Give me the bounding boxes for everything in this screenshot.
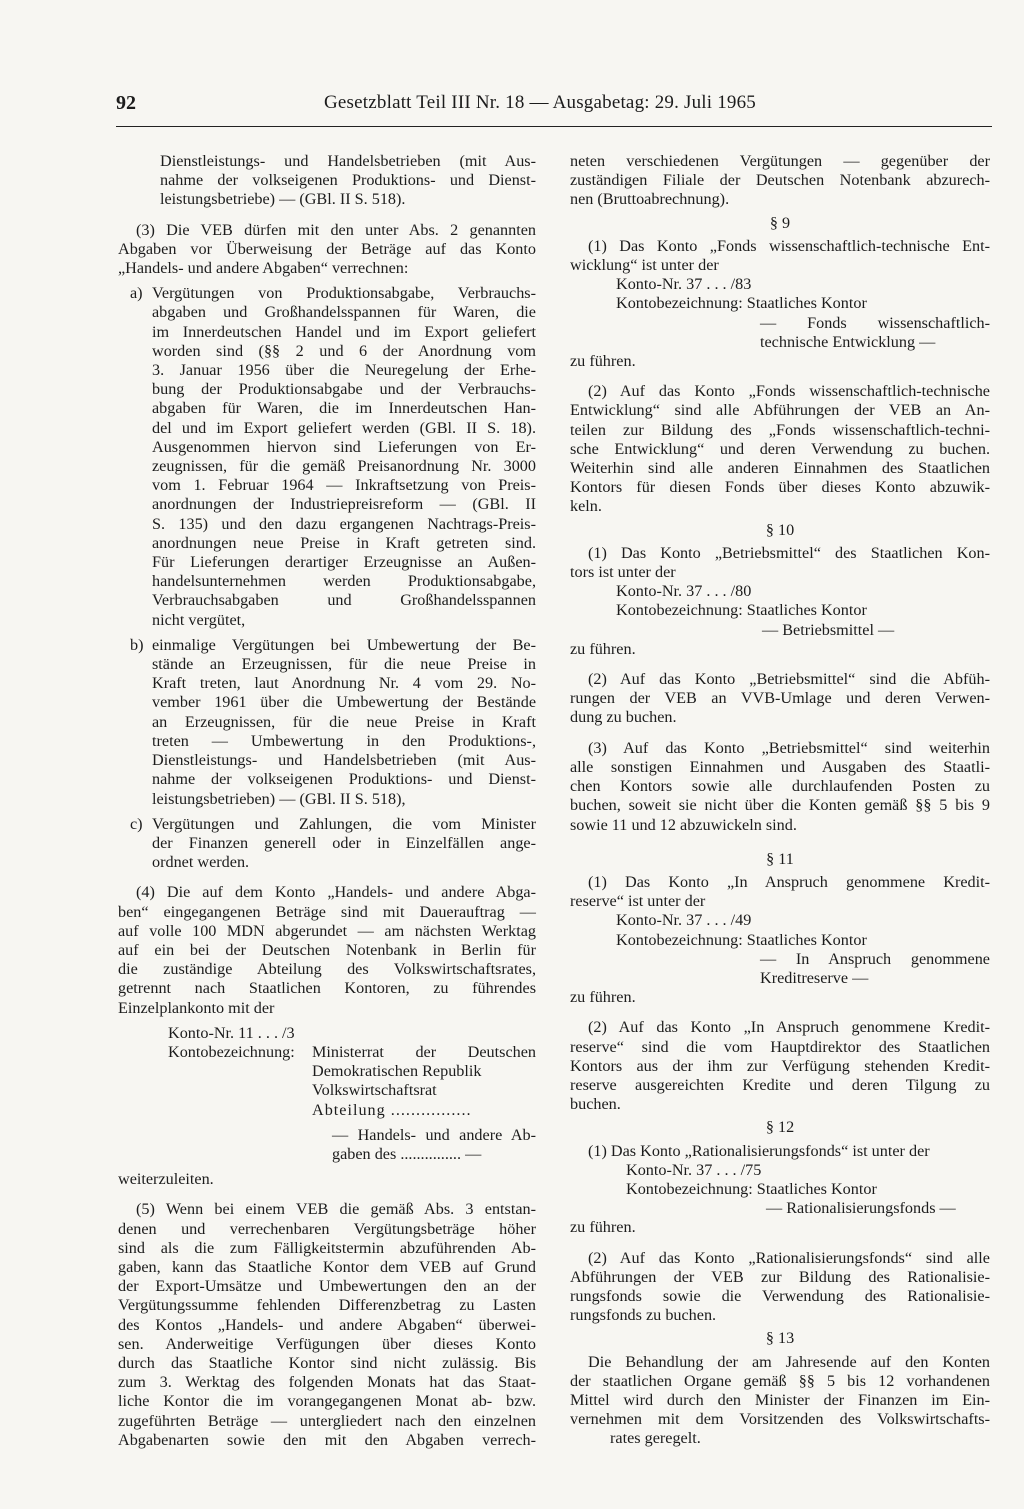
text-line: rates geregelt.: [610, 1429, 701, 1448]
list-item-c: [118, 815, 536, 873]
text-line: sind als die zum Fälligkeitstermin abzuführenden Ab-: [118, 1238, 536, 1257]
paragraph-3: [118, 221, 536, 279]
list-item-text: [148, 636, 536, 809]
text-line: neten verschiedenen Vergütungen — gegenüber der: [570, 152, 990, 170]
text-line: chen Kontors sowie alle durchlaufenden Posten zu: [570, 777, 990, 796]
section-heading: § 11: [766, 849, 794, 868]
text-line: leistungsbetriebe) — (GBl. II S. 518).: [160, 190, 406, 209]
text-line: vernehmen mit dem Vorsitzenden des Volkswirtschafts-: [570, 1410, 990, 1429]
text-line: alle sonstigen Einnahmen und Ausgaben des Staatli-: [570, 757, 990, 776]
section-heading: § 10: [765, 520, 795, 539]
text-line: leistungsbetrieben) — (GBl. II S. 518),: [152, 789, 406, 808]
text-line: des Kontos „Handels- und andere Abgaben“ überwei-: [118, 1315, 536, 1334]
text-line: (2) Auf das Konto „Betriebsmittel“ sind die Abfüh-: [588, 670, 990, 689]
text-line: Die Behandlung der am Jahresende auf den Konten: [588, 1352, 990, 1371]
page-header: [116, 92, 992, 127]
text-line: zu führen.: [570, 639, 636, 658]
text-line: Abgaben vor Überweisung der Beträge auf das Konto: [118, 239, 536, 258]
text-line: nahme der volkseigenen Produktions- und Dienst-: [152, 770, 536, 789]
text-line: S. 135) und den dazu ergangenen Nachtrags-Preis-: [152, 514, 536, 533]
text-line: reserve“ sind die vom Hauptdirektor des Staatlichen: [570, 1037, 990, 1056]
text-line: zugeführten Beträge — untergliedert nach den einzelnen: [118, 1411, 536, 1430]
text-line: handelsunternehmen werden Produktionsabgabe,: [152, 572, 536, 591]
text-line: (5) Wenn bei einem VEB die gemäß Abs. 3 entstan-: [136, 1200, 536, 1219]
text-line: rungsfonds sowie die Verwendung des Rationalisie-: [570, 1286, 990, 1305]
text-line: (4) Die auf dem Konto „Handels- und andere Abga-: [136, 883, 536, 902]
text-line: nicht vergütet,: [152, 610, 246, 629]
text-line: auf ein bei der Deutschen Notenbank in Berlin für: [118, 940, 536, 959]
page-number: 92: [116, 92, 136, 114]
text-line: Ministerrat der Deutschen: [312, 1042, 536, 1061]
text-line: — Rationalisierungsfonds —: [766, 1199, 956, 1218]
continuation-paragraph: [118, 152, 536, 210]
text-line: (3) Die VEB dürfen mit den unter Abs. 2 genannten: [136, 220, 536, 239]
text-line: Abgabenarten sowie den mit den Abgaben verrech-: [118, 1430, 536, 1449]
text-line: Kraft treten, laut Anordnung Nr. 4 vom 29. No-: [152, 674, 536, 693]
header-title: Gesetzblatt Teil III Nr. 18 — Ausgabetag: 29. Juli 1965: [324, 92, 756, 113]
section-heading: § 9: [769, 213, 791, 232]
text-line: (1) Das Konto „Betriebsmittel“ des Staatlichen Kon-: [588, 543, 990, 562]
text-line: an Erzeugnissen, für die neue Preise in Kraft: [152, 712, 536, 731]
text-line: (1) Das Konto „Rationalisierungsfonds“ ist unter der: [588, 1141, 930, 1160]
text-line: Mittel wird durch den Minister der Finanzen im Ein-: [570, 1390, 990, 1409]
text-line: der staatlichen Organe gemäß §§ 5 bis 12 vorhandenen: [570, 1371, 990, 1390]
text-line: liche Kontor die im vorangegangenen Monat ab- bzw.: [118, 1392, 536, 1411]
text-line: getrennt nach Staatlichen Kontoren, zu führendes: [118, 979, 536, 998]
text-line: anordnungen neue Preise in Kraft getreten sind.: [152, 533, 536, 552]
text-line: der Export-Umsätze und Umbewertungen den an der: [118, 1277, 536, 1296]
text-line: zuständigen Filiale der Deutschen Notenbank abzurech-: [570, 171, 990, 190]
text-line: Kreditreserve —: [760, 968, 869, 987]
list-item-text: [148, 815, 536, 873]
text-line: Dienstleistungs- und Handelsbetrieben (mit Aus-: [160, 152, 536, 170]
text-line: weiterzuleiten.: [118, 1170, 214, 1189]
text-line: stände an Erzeugnissen, für die neue Preise in: [152, 655, 536, 674]
text-line: teilen zur Bildung des „Fonds wissenschaftlich-techni-: [570, 420, 990, 439]
text-line: abgaben und Großhandelsspannen für Waren, die: [152, 303, 536, 322]
list-item-b: [118, 636, 536, 809]
account-block: [570, 911, 990, 988]
text-line: 3. Januar 1956 über die Neuregelung der Erhe-: [152, 361, 536, 380]
text-line: Dienstleistungs- und Handelsbetrieben (mit Aus-: [152, 751, 536, 770]
text-line: im Innerdeutschen Handel und im Export geliefert: [152, 322, 536, 341]
text-line: (1) Das Konto „Fonds wissenschaftlich-technische Ent-: [588, 236, 990, 255]
text-line: zum 3. Werktag des folgenden Monats hat das Staat-: [118, 1373, 536, 1392]
text-line: ordnet werden.: [152, 853, 250, 872]
text-line: — In Anspruch genommene: [760, 949, 990, 968]
paragraph-5: [118, 1200, 536, 1450]
text-line: Einzelplankonto mit der: [118, 998, 275, 1017]
text-line: nen (Bruttoabrechnung).: [570, 190, 730, 209]
text-line: zu führen.: [570, 988, 636, 1007]
text-line: Volkswirtschaftsrat: [312, 1081, 437, 1100]
text-line: del und im Export geliefert werden (GBl. II S. 18).: [152, 418, 536, 437]
text-line: treten — Umbewertung in den Produktions-,: [152, 731, 536, 750]
text-line: nahme der volkseigenen Produktions- und Dienst-: [160, 171, 536, 190]
text-line: keln.: [570, 497, 602, 516]
text-line: — Fonds wissenschaftlich-: [760, 313, 990, 332]
text-line: Verbrauchsabgaben und Großhandelsspannen: [152, 591, 536, 610]
text-line: Demokratischen Republik: [312, 1062, 482, 1081]
text-line: vom 1. Februar 1964 — Inkraftsetzung von Preis-: [152, 476, 536, 495]
text-line: Ausgenommen hiervon sind Lieferungen von Er-: [152, 437, 536, 456]
text-line: wicklung“ ist unter der: [570, 256, 719, 275]
text-line: abgaben für Waren, die im Innerdeutschen Han-: [152, 399, 536, 418]
text-line: tors ist unter der: [570, 563, 676, 582]
text-line: Für Lieferungen derartiger Erzeugnisse an Außen-: [152, 553, 536, 572]
text-line: (2) Auf das Konto „Rationalisierungsfonds“ sind alle: [588, 1248, 990, 1267]
text-line: vember 1961 über die Umbewertung der Bestände: [152, 693, 536, 712]
text-line: Kontors aus der ihm zur Verfügung stehenden Kredit-: [570, 1056, 990, 1075]
text-line: denen und verrechenbaren Vergütungsbeträge höher: [118, 1219, 536, 1238]
account-number: Konto-Nr. 11 . . . /3: [168, 1023, 295, 1042]
text-line: zu führen.: [570, 352, 636, 371]
text-line: Entwicklung“ sind alle Abführungen der VEB an An-: [570, 401, 990, 420]
account-block: [570, 275, 990, 352]
text-line: sche Entwicklung“ und deren Verwendung zu buchen.: [570, 439, 990, 458]
list-marker: c): [130, 814, 143, 833]
text-line: worden sind (§§ 2 und 6 der Anordnung vom: [152, 341, 536, 360]
text-line: sowie 11 und 12 abzuwickeln sind.: [570, 815, 797, 834]
text-line: anordnungen der Industriepreisreform — (GBl. II: [152, 495, 536, 514]
account-label: Kontobezeichnung: Staatliches Kontor: [616, 294, 867, 313]
account-label: Kontobezeichnung: Staatliches Kontor: [616, 930, 867, 949]
text-line: Vergütungen und Zahlungen, die vom Minister: [152, 814, 536, 833]
text-line: (1) Das Konto „In Anspruch genommene Kredit-: [588, 872, 990, 891]
account-block: [570, 582, 990, 640]
text-line: Kontors für diesen Fonds über dieses Konto abzuwik-: [570, 478, 990, 497]
right-column: [570, 152, 990, 1449]
text-line: dung zu buchen.: [570, 708, 677, 727]
continuation-paragraph: [570, 152, 990, 210]
text-line: auf volle 100 MDN abgerundet — am nächsten Werktag: [118, 921, 536, 940]
account-label: Kontobezeichnung: Staatliches Kontor: [626, 1179, 877, 1198]
text-line: — Betriebsmittel —: [762, 620, 895, 639]
text-line: Weiterhin sind alle anderen Einnahmen des Staatlichen: [570, 459, 990, 478]
list-marker: a): [130, 284, 143, 303]
text-line: zu führen.: [570, 1218, 636, 1237]
text-line: reserve ausgereichten Kredite und deren Tilgung zu: [570, 1075, 990, 1094]
text-line: buchen.: [570, 1095, 621, 1114]
text-line: Vergütungen von Produktionsabgabe, Verbrauchs-: [152, 284, 536, 303]
text-line: ben“ eingegangenen Beträge sind mit Dauerauftrag —: [118, 902, 536, 921]
text-line: Vergütungssumme fehlenden Differenzbetrag zu Lasten: [118, 1296, 536, 1315]
text-line: (2) Auf das Konto „Fonds wissenschaftlich-technische: [588, 382, 990, 401]
left-column: [118, 152, 536, 1450]
account-label: Kontobezeichnung:: [168, 1042, 295, 1061]
text-line: „Handels- und andere Abgaben“ verrechnen:: [118, 259, 409, 278]
text-line: einmalige Vergütungen bei Umbewertung der Be-: [152, 635, 536, 654]
text-line: gaben, kann das Staatliche Kontor dem VEB auf Grund: [118, 1257, 536, 1276]
account-label: Kontobezeichnung: Staatliches Kontor: [616, 601, 867, 620]
text-line: der Finanzen generell oder in Einzelfällen ange-: [152, 833, 536, 852]
text-line: technische Entwicklung —: [760, 332, 936, 351]
text-line: sen. Anderweitige Verfügungen über dieses Konto: [118, 1334, 536, 1353]
account-number: Konto-Nr. 37 . . . /80: [616, 582, 752, 601]
account-number: Konto-Nr. 37 . . . /49: [616, 911, 752, 930]
account-block: [118, 1024, 536, 1164]
text-line: durch das Staatliche Kontor sind nicht zulässig. Bis: [118, 1353, 536, 1372]
account-number: Konto-Nr. 37 . . . /75: [626, 1160, 762, 1179]
list-item-text: [148, 284, 536, 630]
section-heading: § 13: [765, 1329, 795, 1348]
text-line: reserve“ ist unter der: [570, 892, 706, 911]
text-line: bung der Produktionsabgabe und der Verbrauchs-: [152, 380, 536, 399]
list-item-a: [118, 284, 536, 630]
account-description: [312, 1043, 536, 1164]
text-line: Abteilung ................: [312, 1100, 472, 1119]
text-line: rungsfonds zu buchen.: [570, 1306, 717, 1325]
paragraph-4: [118, 883, 536, 1017]
list-marker: b): [130, 635, 144, 654]
account-block: [570, 1161, 990, 1219]
text-line: buchen, soweit sie nicht über die Konten gemäß §§ 5 bis 9: [570, 796, 990, 815]
account-number: Konto-Nr. 37 . . . /83: [616, 275, 752, 294]
text-line: (2) Auf das Konto „In Anspruch genommene Kredit-: [588, 1018, 990, 1037]
text-line: (3) Auf das Konto „Betriebsmittel“ sind weiterhin: [588, 738, 990, 757]
text-line: — Handels- und andere Ab-: [332, 1125, 536, 1144]
text-line: gaben des ............... —: [332, 1144, 482, 1163]
text-line: zeugnissen, für die gemäß Preisanordnung Nr. 3000: [152, 457, 536, 476]
section-heading: § 12: [765, 1118, 795, 1137]
text-line: Abführungen der VEB zur Bildung des Rationalisie-: [570, 1267, 990, 1286]
text-line: rungen der VEB an VVB-Umlage und deren Verwen-: [570, 689, 990, 708]
text-line: die zuständige Abteilung des Volkswirtschaftsrates,: [118, 960, 536, 979]
